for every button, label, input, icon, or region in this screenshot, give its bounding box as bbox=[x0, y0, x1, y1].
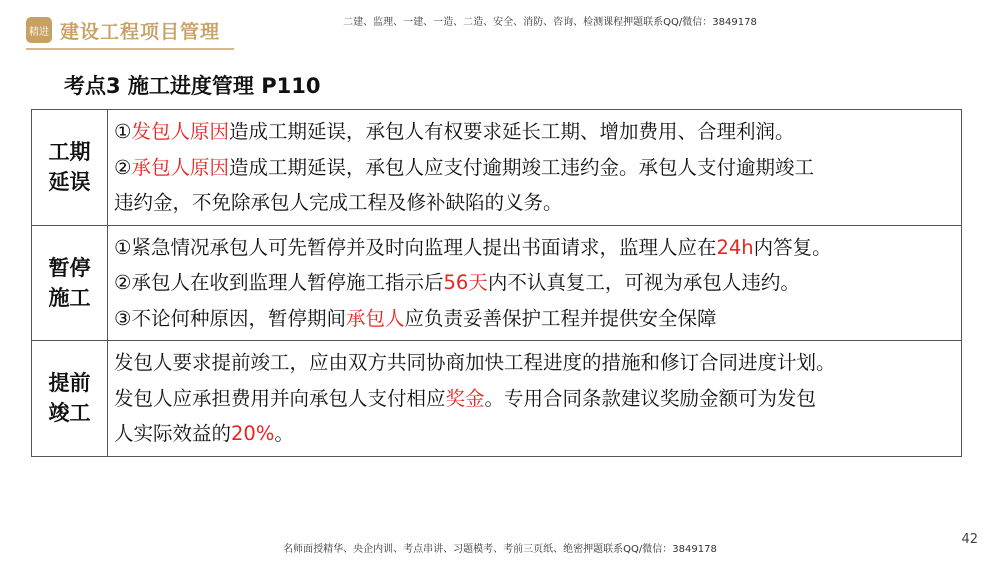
text-line: ③不论何种原因，暂停期间承包人应负责妥善保护工程并提供安全保障 bbox=[114, 306, 717, 330]
highlight-text: 24h bbox=[716, 235, 754, 259]
text-line: 发包人应承担费用并向承包人支付相应奖金。专用合同条款建议奖励金额可为发包 bbox=[114, 386, 817, 410]
highlight-text: 发包人原因 bbox=[131, 120, 229, 143]
text-line: 发包人要求提前竣工，应由双方共同协商加快工程进度的措施和修订合同进度计划。 bbox=[114, 351, 836, 374]
row-body-suspension bbox=[108, 225, 962, 341]
logo-mark: 精进 bbox=[26, 17, 52, 43]
table-row-suspension bbox=[32, 225, 962, 341]
row-label-delay: 工期延误 bbox=[32, 110, 108, 226]
text-line: ②承包人在收到监理人暂停施工指示后56天内不认真复工，可视为承包人违约。 bbox=[114, 271, 800, 294]
header-contact-note: 二建、监理、一建、一造、二造、安全、消防、咨询、检测课程押题联系QQ/微信：3849178 bbox=[343, 17, 757, 28]
course-title: 建设工程项目管理 bbox=[60, 20, 221, 43]
row-label-early-completion: 提前竣工 bbox=[32, 341, 108, 457]
highlight-text: 奖金 bbox=[445, 386, 485, 410]
highlight-text: 承包人原因 bbox=[131, 155, 229, 179]
section-title: 考点3 施工进度管理 P110 bbox=[64, 74, 321, 98]
text-line: ①发包人原因造成工期延误，承包人有权要求延长工期、增加费用、合理利润。 bbox=[114, 120, 795, 143]
text-line: ①紧急情况承包人可先暂停并及时向监理人提出书面请求，监理人应在24h内答复。 bbox=[114, 235, 832, 259]
text-line: 违约金，不免除承包人完成工程及修补缺陷的义务。 bbox=[114, 191, 563, 214]
highlight-text: 56天 bbox=[443, 271, 488, 294]
text-line: ②承包人原因造成工期延误，承包人应支付逾期竣工违约金。承包人支付逾期竣工 bbox=[114, 155, 815, 179]
header-divider bbox=[26, 48, 234, 50]
table-row-early-completion bbox=[32, 341, 962, 457]
text-line: 人实际效益的20%。 bbox=[114, 422, 294, 445]
row-body-delay bbox=[108, 110, 962, 226]
content-table bbox=[31, 109, 962, 457]
highlight-text: 20% bbox=[231, 422, 275, 445]
page-number: 42 bbox=[961, 532, 978, 547]
row-body-early-completion bbox=[108, 341, 962, 457]
footer-contact-note: 名师面授精华、央企内训、考点串讲、习题模考、考前三页纸、绝密押题联系QQ/微信：3849178 bbox=[283, 544, 717, 555]
row-label-suspension: 暂停施工 bbox=[32, 225, 108, 341]
table-row-delay bbox=[32, 110, 962, 226]
highlight-text: 承包人 bbox=[345, 306, 405, 330]
